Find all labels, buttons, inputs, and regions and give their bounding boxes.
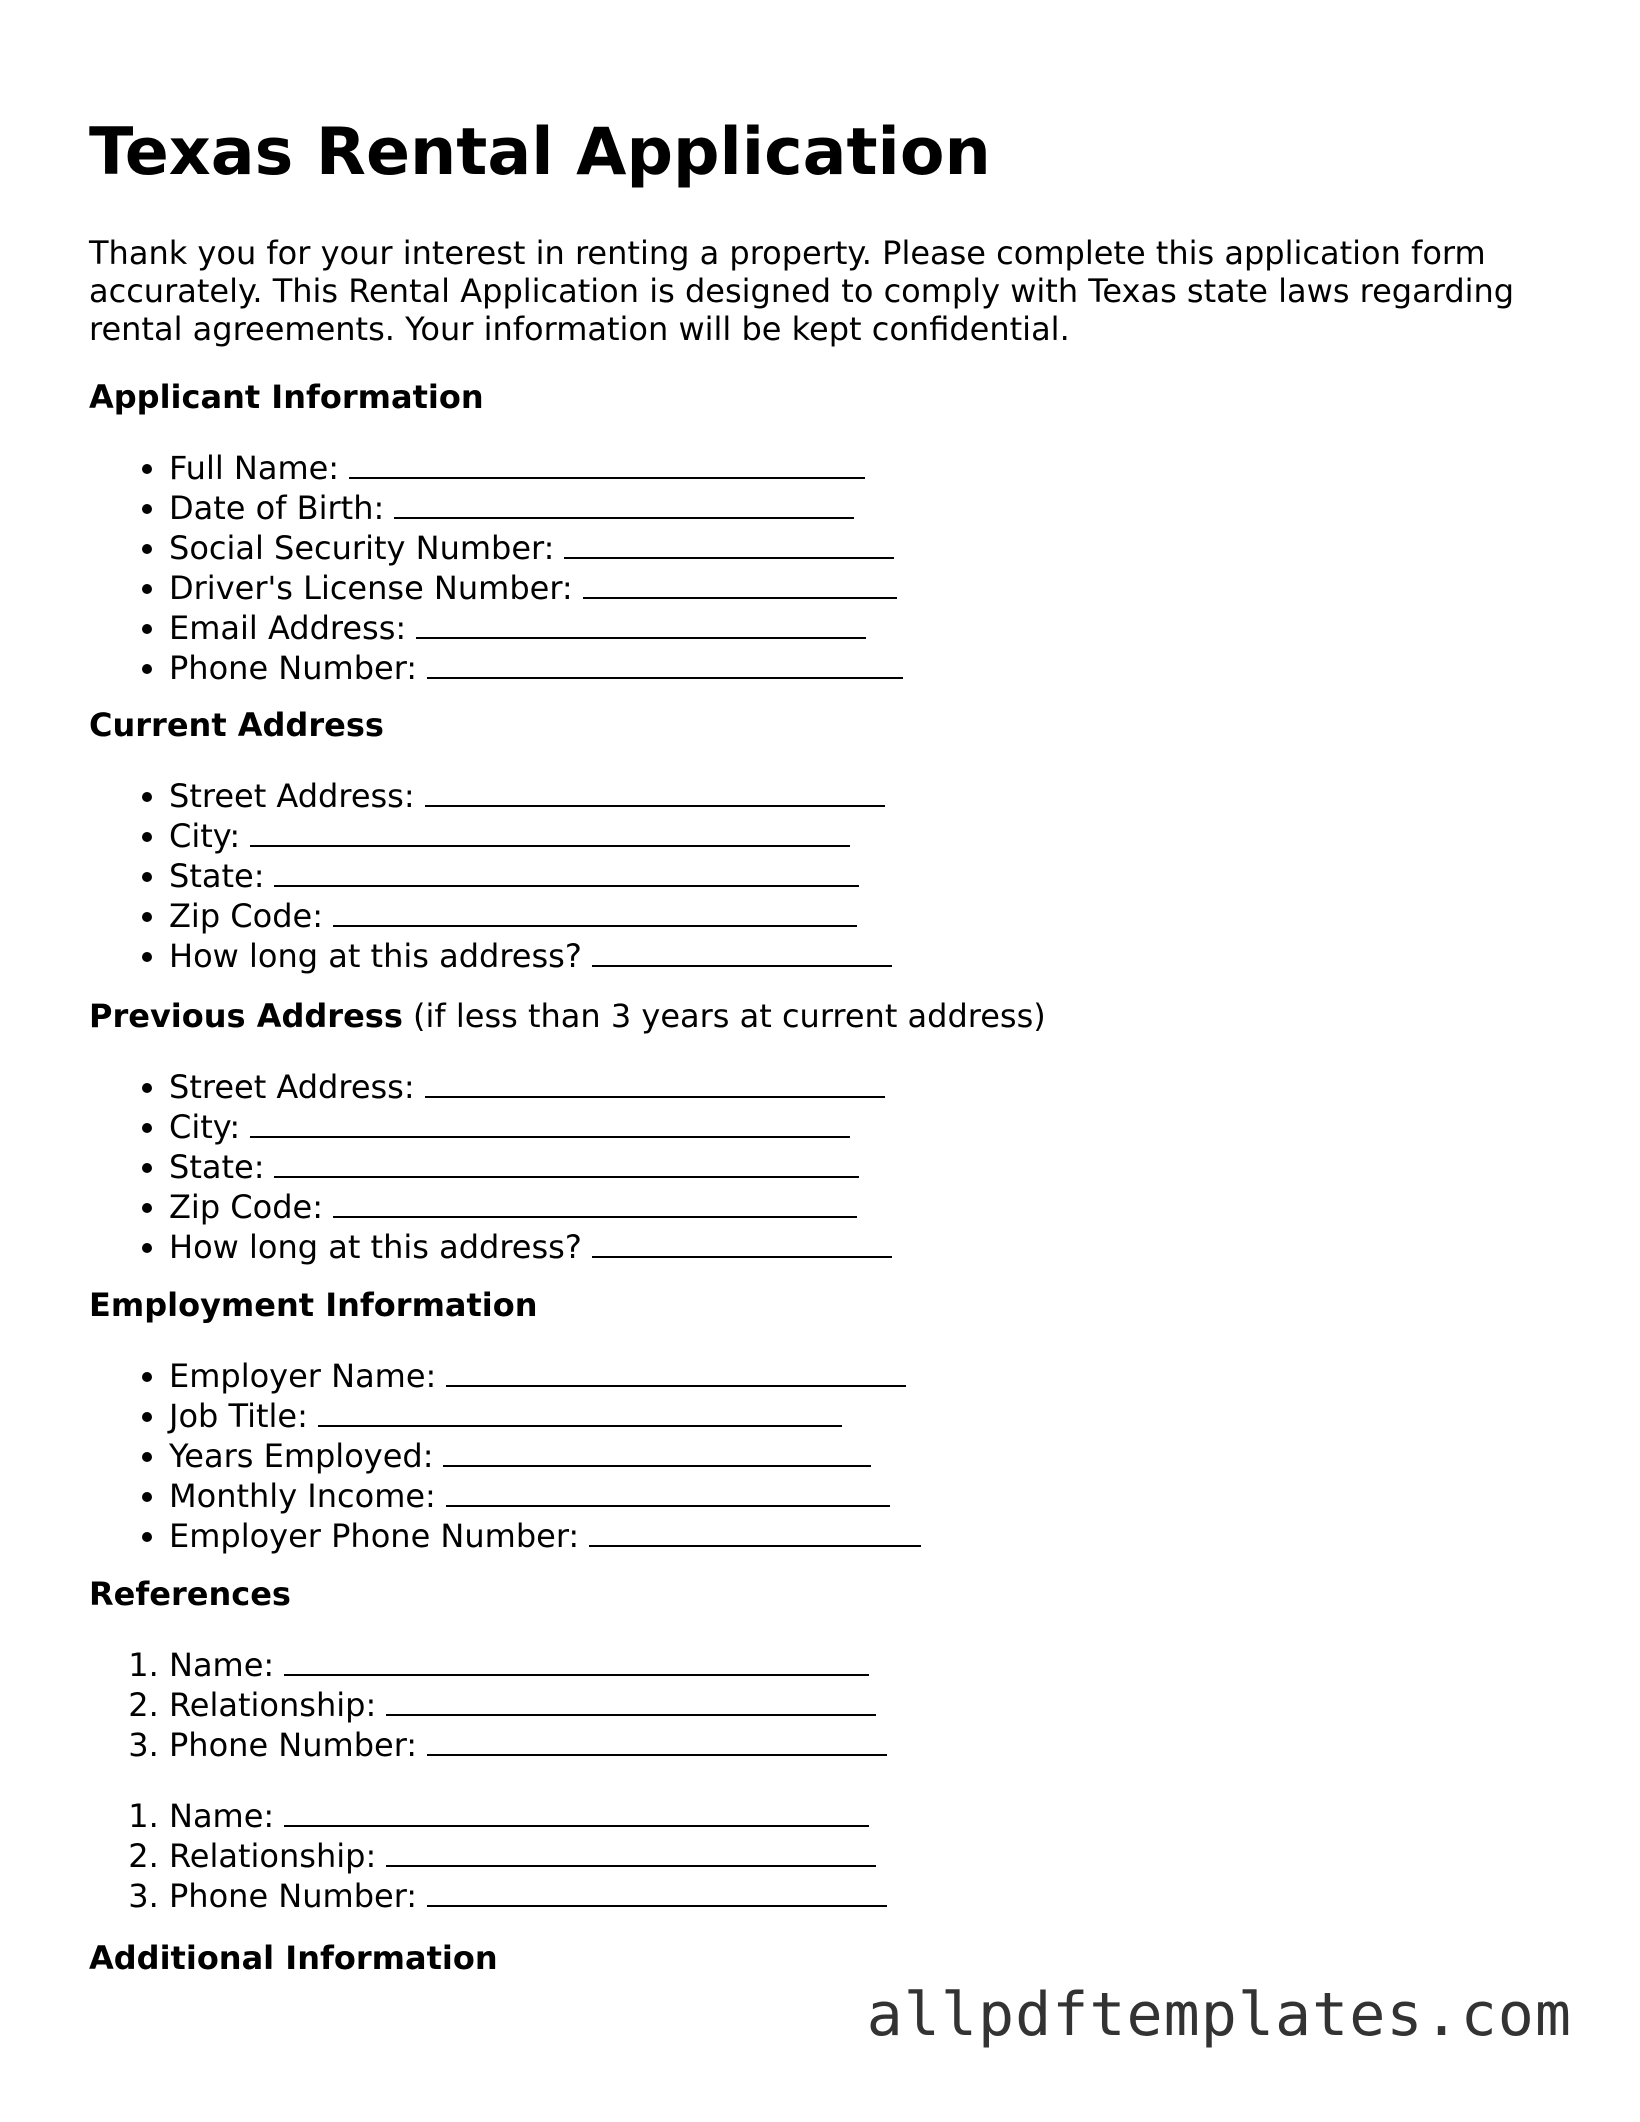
field-ref2-relationship: 2. Relationship: (169, 1835, 1529, 1875)
drivers-license-blank[interactable] (583, 567, 897, 599)
section-heading-references: References (89, 1575, 291, 1613)
ssn-blank[interactable] (564, 527, 894, 559)
additional-section (89, 1939, 1529, 1977)
page-title: Texas Rental Application (89, 115, 991, 190)
email-blank[interactable] (416, 607, 866, 639)
field-email: • Email Address: (169, 607, 1529, 647)
field-employer-phone: • Employer Phone Number: (169, 1515, 1529, 1555)
employer-name-blank[interactable] (446, 1355, 906, 1387)
field-ssn: • Social Security Number: (169, 527, 1529, 567)
zip-code-blank[interactable] (333, 895, 857, 927)
reference-2-list (89, 1795, 1529, 1915)
watermark-text: allpdftemplates.com (866, 1980, 1572, 2050)
section-heading-applicant: Applicant Information (89, 378, 484, 416)
field-prev-zip-code: • Zip Code: (169, 1186, 1529, 1226)
field-street-address: • Street Address: (169, 775, 1529, 815)
field-ref1-relationship: 2. Relationship: (169, 1684, 1529, 1724)
field-ref2-phone: 3. Phone Number: (169, 1875, 1529, 1915)
field-prev-how-long: • How long at this address? (169, 1226, 1529, 1266)
ref1-name-blank[interactable] (284, 1644, 869, 1676)
job-title-blank[interactable] (318, 1395, 842, 1427)
prev-city-blank[interactable] (250, 1106, 850, 1138)
field-phone: • Phone Number: (169, 647, 1529, 687)
years-employed-blank[interactable] (443, 1435, 871, 1467)
employment-field-list (89, 1355, 1529, 1555)
references-section (89, 1575, 1529, 1915)
ref1-phone-blank[interactable] (427, 1724, 887, 1756)
field-zip-code: • Zip Code: (169, 895, 1529, 935)
section-heading-current-address: Current Address (89, 706, 384, 744)
field-city: • City: (169, 815, 1529, 855)
field-state: • State: (169, 855, 1529, 895)
field-prev-city: • City: (169, 1106, 1529, 1146)
employment-section (89, 1286, 1529, 1555)
field-ref1-name: 1. Name: (169, 1644, 1529, 1684)
field-date-of-birth: • Date of Birth: (169, 487, 1529, 527)
field-job-title: • Job Title: (169, 1395, 1529, 1435)
field-prev-street-address: • Street Address: (169, 1066, 1529, 1106)
current-address-field-list (89, 775, 1529, 975)
field-employer-name: • Employer Name: (169, 1355, 1529, 1395)
ref2-phone-blank[interactable] (427, 1875, 887, 1907)
monthly-income-blank[interactable] (446, 1475, 890, 1507)
field-ref1-phone: 3. Phone Number: (169, 1724, 1529, 1764)
field-drivers-license: • Driver's License Number: (169, 567, 1529, 607)
ref1-relationship-blank[interactable] (386, 1684, 876, 1716)
ref2-name-blank[interactable] (284, 1795, 869, 1827)
field-years-employed: • Years Employed: (169, 1435, 1529, 1475)
section-heading-employment: Employment Information (89, 1286, 538, 1324)
field-prev-state: • State: (169, 1146, 1529, 1186)
how-long-blank[interactable] (592, 935, 892, 967)
previous-address-field-list (89, 1066, 1529, 1266)
section-heading-additional: Additional Information (89, 1939, 498, 1977)
prev-zip-code-blank[interactable] (333, 1186, 857, 1218)
field-monthly-income: • Monthly Income: (169, 1475, 1529, 1515)
reference-1-list (89, 1644, 1529, 1764)
current-address-section (89, 706, 1529, 975)
city-blank[interactable] (250, 815, 850, 847)
prev-how-long-blank[interactable] (592, 1226, 892, 1258)
previous-address-section (89, 997, 1529, 1266)
applicant-section (89, 378, 1529, 687)
street-address-blank[interactable] (425, 775, 885, 807)
field-how-long: • How long at this address? (169, 935, 1529, 975)
section-heading-previous-address: Previous Address (if less than 3 years at current address) (89, 997, 1046, 1035)
field-ref2-name: 1. Name: (169, 1795, 1529, 1835)
prev-state-blank[interactable] (274, 1146, 859, 1178)
full-name-blank[interactable] (349, 447, 865, 479)
field-full-name: • Full Name: (169, 447, 1529, 487)
prev-street-address-blank[interactable] (425, 1066, 885, 1098)
previous-address-note: (if less than 3 years at current address) (402, 997, 1046, 1035)
state-blank[interactable] (274, 855, 859, 887)
date-of-birth-blank[interactable] (394, 487, 854, 519)
employer-phone-blank[interactable] (589, 1515, 921, 1547)
applicant-field-list (89, 447, 1529, 687)
intro-paragraph: Thank you for your interest in renting a property. Please complete this application form accurately. This Rental Application is designed to comply with Texas state laws regarding rental agreements. Your information will be kept confidential. (89, 234, 1515, 348)
ref2-relationship-blank[interactable] (386, 1835, 876, 1867)
phone-blank[interactable] (427, 647, 903, 679)
